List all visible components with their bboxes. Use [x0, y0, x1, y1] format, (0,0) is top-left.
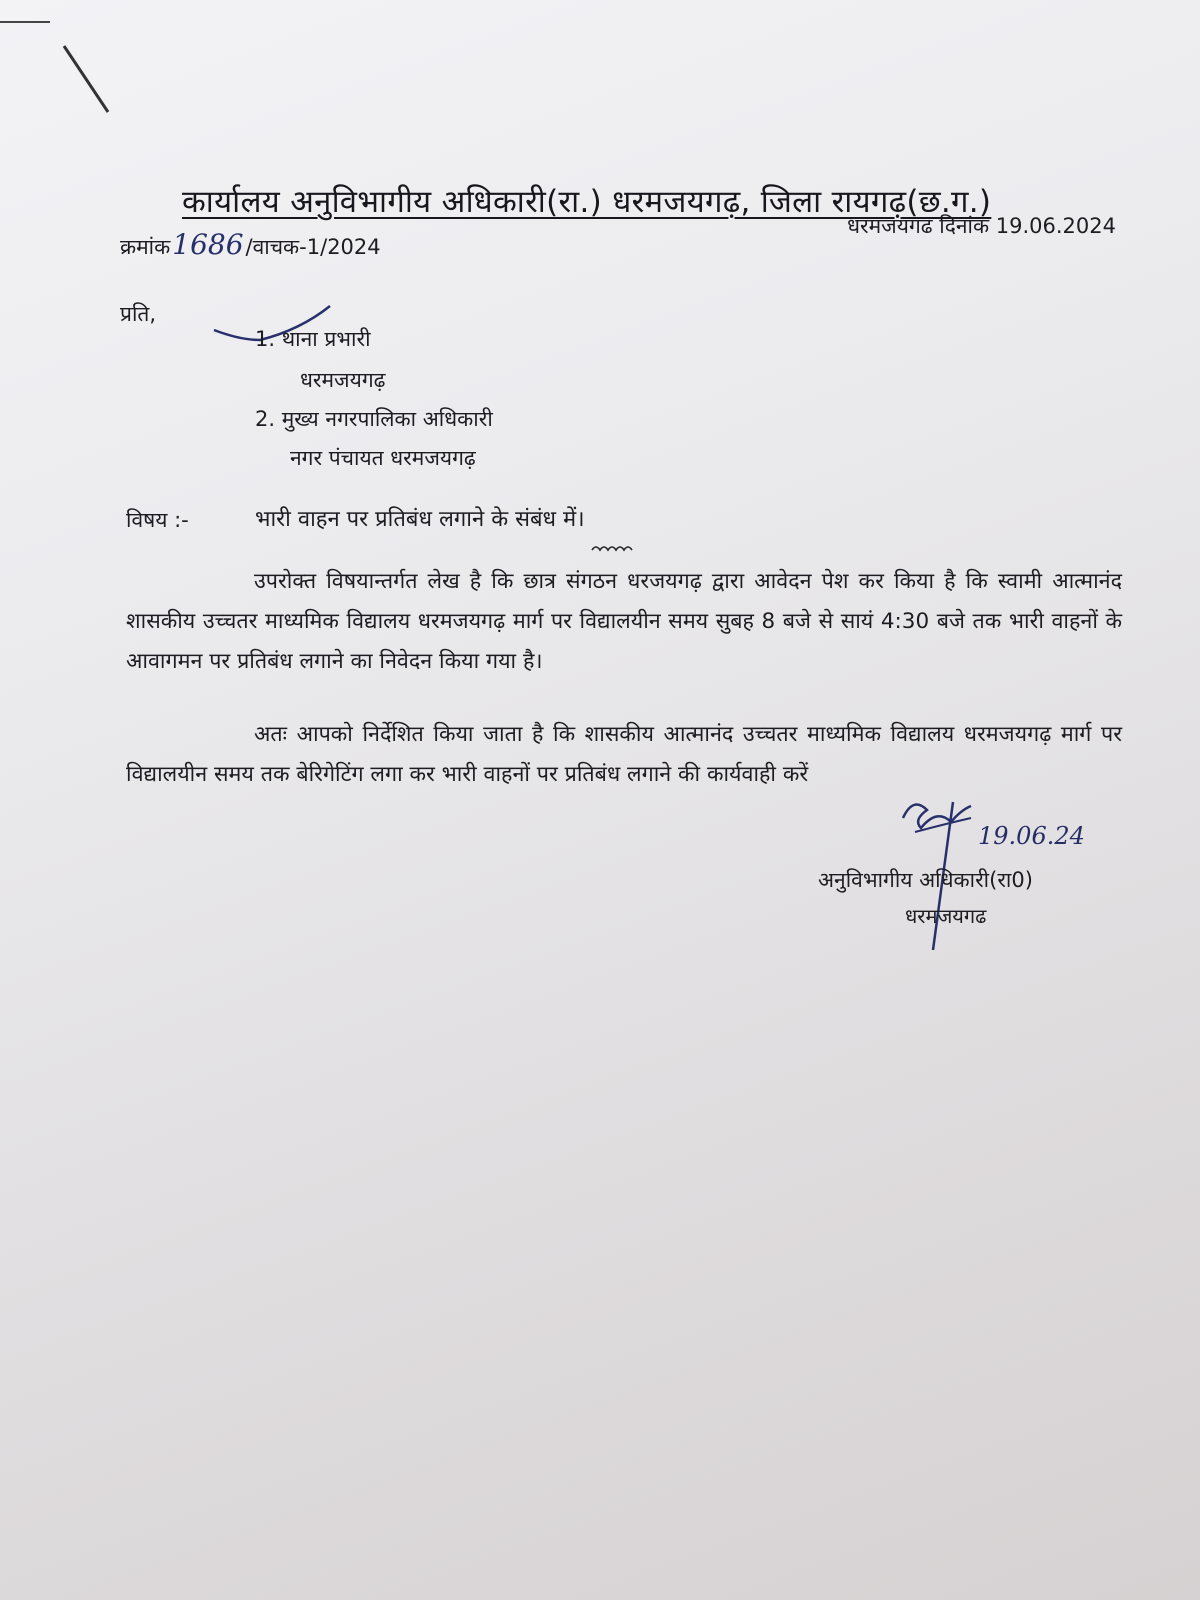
signature-date: 19.06.24: [978, 822, 1085, 850]
signatory-place: धरमजयगढ: [905, 904, 987, 928]
reference-prefix: क्रमांक: [120, 235, 171, 259]
to-label: प्रति,: [120, 302, 157, 326]
recipient-1-place: धरमजयगढ़: [300, 368, 386, 392]
office-heading: कार्यालय अनुविभागीय अधिकारी(रा.) धरमजयगढ़, जिला रायगढ़(छ.ग.): [182, 184, 992, 220]
subject-label: विषय :-: [126, 508, 189, 532]
paper-edge-mark: [0, 0, 120, 120]
signatory-designation: अनुविभागीय अधिकारी(रा0): [818, 868, 1033, 892]
body-paragraph-1: उपरोक्त विषयान्तर्गत लेख है कि छात्र संगठन धरजयगढ़ द्वारा आवेदन पेश कर किया है कि स्वामी आत्मानंद शासकीय उच्चतर माध्यमिक विद्यालय धरमजयगढ़ मार्ग पर विद्यालयीन समय सुबह 8 बजे से सायं 4:30 बजे तक भारी वाहनों के आवागमन पर प्रतिबंध लगाने का निवेदन किया गया है।: [126, 569, 1122, 674]
recipient-2-title: 2. मुख्य नगरपालिका अधिकारी: [255, 407, 493, 431]
reference-suffix: /वाचक-1/2024: [245, 235, 381, 259]
place-date: धरमजयगढ दिनांक 19.06.2024: [847, 214, 1116, 238]
reference-number: [120, 228, 381, 261]
recipient-1-title: 1. थाना प्रभारी: [255, 327, 371, 351]
recipient-2-place: नगर पंचायत धरमजयगढ़: [290, 446, 476, 470]
reference-handwritten-number: 1686: [172, 228, 244, 261]
subject-text: भारी वाहन पर प्रतिबंध लगाने के संबंध में।: [255, 507, 585, 532]
separator-squiggle: [590, 542, 640, 554]
body-paragraph-2: अतः आपको निर्देशित किया जाता है कि शासकीय आत्मानंद उच्चतर माध्यमिक विद्यालय धरमजयगढ़ मार्ग पर विद्यालयीन समय तक बेरिगेटिंग लगा कर भारी वाहनों पर प्रतिबंध लगाने की कार्यवाही करें: [126, 722, 1122, 787]
